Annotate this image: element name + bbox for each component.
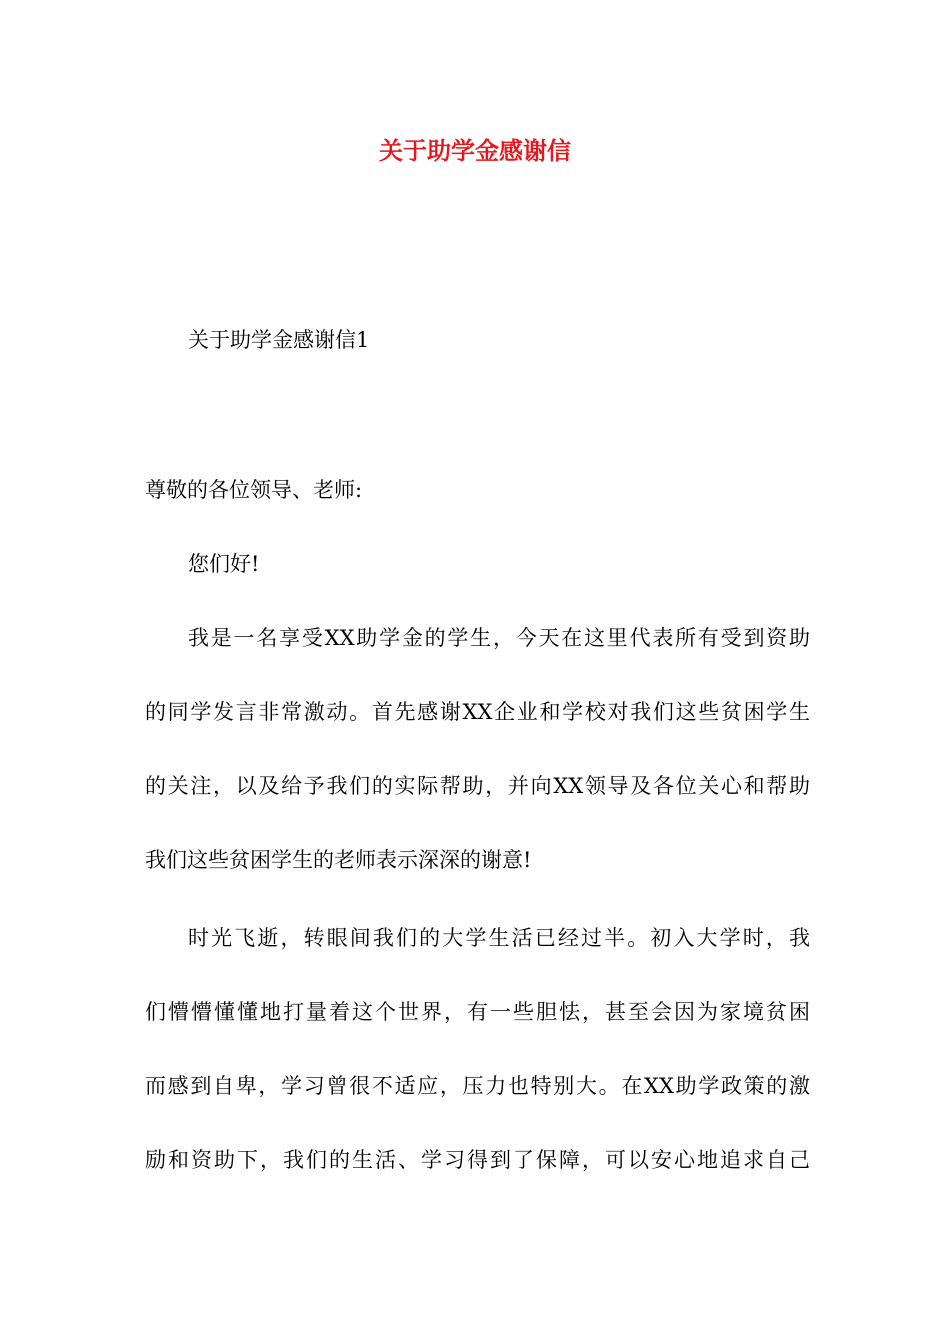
- paragraph-line: 的关注，以及给予我们的实际帮助，并向XX领导及各位关心和帮助: [145, 774, 810, 798]
- paragraph-line: 而感到自卑，学习曾很不适应，压力也特别大。在XX助学政策的激: [145, 1074, 810, 1098]
- paragraph-line: 时光飞逝，转眼间我们的大学生活已经过半。初入大学时，我: [188, 926, 810, 950]
- salutation: 尊敬的各位领导、老师:: [145, 478, 363, 502]
- paragraph-line: 我是一名享受XX助学金的学生，今天在这里代表所有受到资助: [188, 626, 810, 650]
- paragraph-line: 们懵懵懂懂地打量着这个世界，有一些胆怯，甚至会因为家境贫困: [145, 1000, 810, 1024]
- paragraph-line: 的同学发言非常激动。首先感谢XX企业和学校对我们这些贫困学生: [145, 700, 810, 724]
- document-title: 关于助学金感谢信: [379, 137, 571, 165]
- section-heading: 关于助学金感谢信1: [188, 328, 370, 352]
- paragraph-line: 我们这些贫困学生的老师表示深深的谢意!: [145, 848, 532, 872]
- paragraph-line: 励和资助下，我们的生活、学习得到了保障，可以安心地追求自己: [145, 1148, 810, 1172]
- greeting: 您们好!: [188, 552, 260, 576]
